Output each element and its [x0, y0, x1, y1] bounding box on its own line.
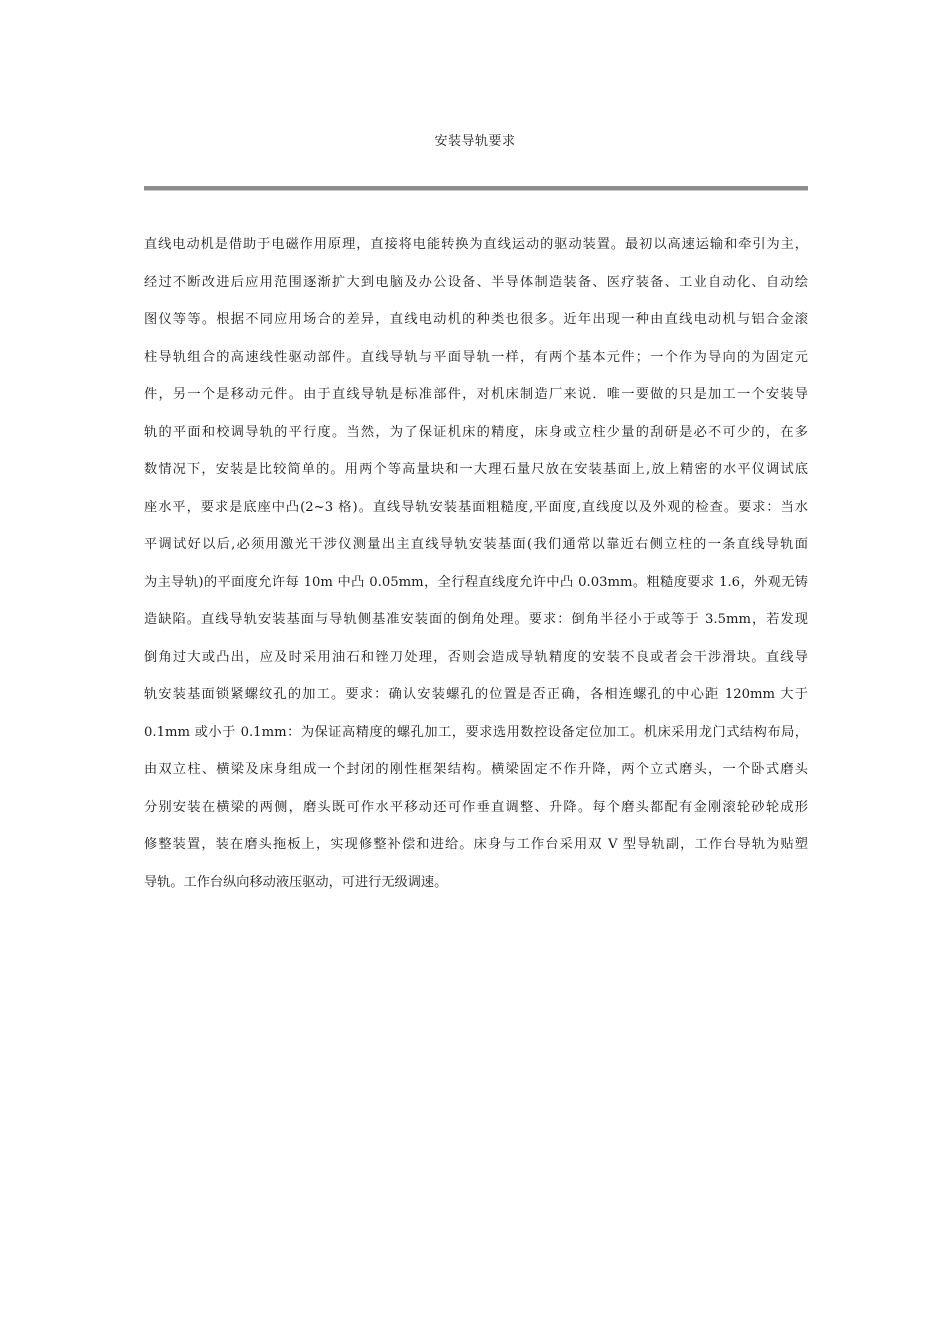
paragraph-line: 修整装置，装在磨头拖板上，实现修整补偿和进给。床身与工作台采用双 V 型导轨副，工作台导轨为贴塑 — [144, 837, 808, 852]
paragraph-line: 0.1mm 或小于 0.1mm：为保证高精度的螺孔加工，要求选用数控设备定位加工。机床采用龙门式结构布局， — [144, 724, 808, 740]
paragraph-line: 柱导轨组合的高速线性驱动部件。直线导轨与平面导轨一样，有两个基本元件；一个作为导向的为固定元 — [144, 349, 808, 365]
paragraph-line: 件，另一个是移动元件。由于直线导轨是标准部件，对机床制造厂来说．唯一要做的只是加工一个安装导 — [144, 387, 808, 402]
paragraph-line: 轨的平面和校调导轨的平行度。当然，为了保证机床的精度，床身或立柱少量的刮研是必不可少的，在多 — [144, 424, 808, 440]
paragraph-line: 分别安装在横梁的两侧，磨头既可作水平移动还可作垂直调整、升降。每个磨头都配有金刚滚轮砂轮成形 — [144, 799, 808, 815]
paragraph-line: 倒角过大或凸出，应及时采用油石和锉刀处理，否则会造成导轨精度的安装不良或者会干涉滑块。直线导 — [144, 649, 808, 665]
paragraph-line: 为主导轨)的平面度允许每 10m 中凸 0.05mm，全行程直线度允许中凸 0.03mm。粗糙度要求 1.6，外观无铸 — [144, 574, 808, 590]
paragraph-line: 轨安装基面锁紧螺纹孔的加工。要求：确认安装螺孔的位置是否正确，各相连螺孔的中心距 120mm 大于 — [144, 687, 808, 702]
paragraph-line: 图仪等等。根据不同应用场合的差异，直线电动机的种类也很多。近年出现一种由直线电动机与铝合金滚 — [144, 312, 808, 327]
paragraph-line: 造缺陷。直线导轨安装基面与导轨侧基准安装面的倒角处理。要求：倒角半径小于或等于 3.5mm，若发现 — [144, 612, 808, 627]
title-divider — [144, 186, 808, 191]
paragraph-line: 数情况下，安装是比较简单的。用两个等高量块和一大理石量尺放在安装基面上,放上精密的水平仪调试底 — [144, 462, 808, 477]
paragraph-line: 座水平，要求是底座中凸(2~3 格)。直线导轨安装基面粗糙度,平面度,直线度以及外观的检查。要求：当水 — [144, 499, 808, 515]
body-text — [144, 226, 808, 901]
paragraph-line: 经过不断改进后应用范围逐渐扩大到电脑及办公设备、半导体制造装备、医疗装备、工业自动化、自动绘 — [144, 274, 808, 290]
paragraph-line: 导轨。工作台纵向移动液压驱动，可进行无级调速。 — [144, 874, 448, 890]
paragraph-line: 平调试好以后,必须用激光干涉仪测量出主直线导轨安装基面(我们通常以靠近右侧立柱的一条直线导轨面 — [144, 537, 808, 552]
paragraph-line: 直线电动机是借助于电磁作用原理，直接将电能转换为直线运动的驱动装置。最初以高速运输和牵引为主， — [144, 237, 808, 252]
paragraph-line: 由双立柱、横梁及床身组成一个封闭的刚性框架结构。横梁固定不作升降，两个立式磨头，一个卧式磨头 — [144, 762, 808, 777]
page-title: 安装导轨要求 — [434, 134, 516, 149]
